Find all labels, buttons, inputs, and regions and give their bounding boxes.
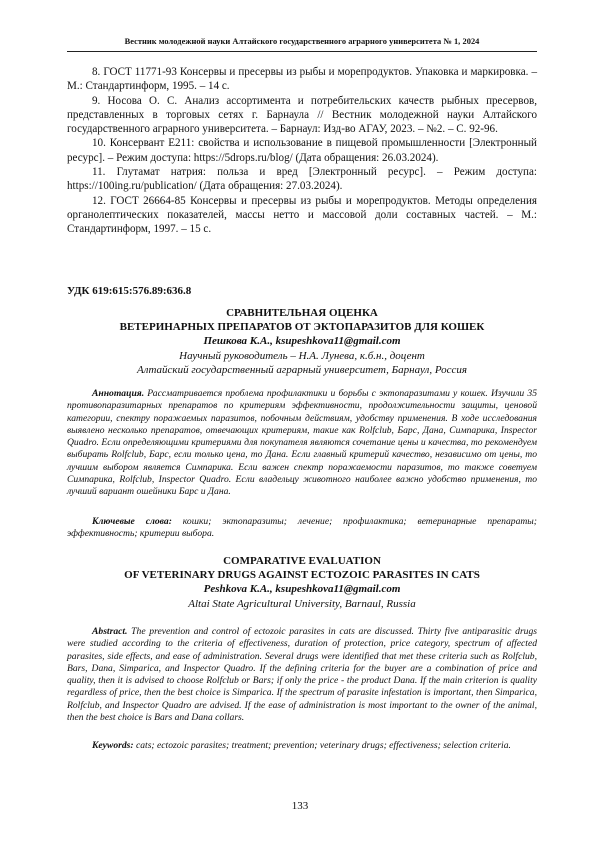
reference-item: 10. Консервант Е211: свойства и использование в пищевой промышленности [Электронный ресурс]. – Режим доступа: https://5drops.ru/blog/ (Дата обращения: 26.03.2024). bbox=[67, 137, 537, 164]
udc-code: УДК 619:615:576.89:636.8 bbox=[67, 285, 192, 297]
reference-item: 11. Глутамат натрия: польза и вред [Электронный ресурс]. – Режим доступа: https://100ing.ru/publication/ (Дата обращения: 27.03.2024). bbox=[67, 166, 537, 193]
keywords-ru bbox=[67, 516, 537, 541]
article-title-ru-line2: ВЕТЕРИНАРНЫХ ПРЕПАРАТОВ ОТ ЭКТОПАРАЗИТОВ ДЛЯ КОШЕК bbox=[119, 321, 485, 333]
article-title-en-line1: COMPARATIVE EVALUATION bbox=[223, 555, 381, 567]
article-heading-en bbox=[67, 554, 537, 611]
abstract-en bbox=[67, 626, 537, 724]
header-rule bbox=[67, 51, 537, 52]
authors-ru: Пешкова К.А., ksupeshkova11@gmail.com bbox=[203, 335, 401, 347]
article-title-en-line2: OF VETERINARY DRUGS AGAINST ECTOZOIC PARASITES IN CATS bbox=[124, 569, 480, 581]
keywords-en bbox=[67, 740, 537, 752]
reference-item: 9. Носова О. С. Анализ ассортимента и потребительских качеств рыбных пресервов, представленных в торговых сетях г. Барнаула // Вестник молодежной науки Алтайского государственного аграрного университета. – Барнаул: Изд-во АГАУ, 2023. – №2. – С. 92-96. bbox=[67, 94, 537, 136]
keywords-text-ru: кошки; эктопаразиты; лечение; профилактика; ветеринарные препараты; эффективность; критерии выбора. bbox=[67, 516, 537, 540]
running-header: Вестник молодежной науки Алтайского государственного аграрного университета № 1, 2024 bbox=[124, 37, 480, 46]
reference-item: 8. ГОСТ 11771-93 Консервы и пресервы из рыбы и морепродуктов. Упаковка и маркировка. – М.: Стандартинформ, 1995. – 14 с. bbox=[67, 66, 537, 93]
abstract-label-en: Abstract. bbox=[92, 626, 128, 637]
article-heading-ru bbox=[67, 306, 537, 378]
article-title-ru-line1: СРАВНИТЕЛЬНАЯ ОЦЕНКА bbox=[226, 307, 378, 319]
authors-en: Peshkova K.A., ksupeshkova11@gmail.com bbox=[203, 583, 401, 595]
reference-item: 12. ГОСТ 26664-85 Консервы и пресервы из рыбы и морепродуктов. Методы определения органолептических показателей, массы нетто и массовой доли составных частей. – М.: Стандартинформ, 1997. – 15 с. bbox=[67, 194, 537, 236]
keywords-label-ru: Ключевые слова: bbox=[92, 516, 172, 527]
page-number: 133 bbox=[291, 800, 309, 812]
keywords-text-en: cats; ectozoic parasites; treatment; prevention; veterinary drugs; effectiveness; selection criteria. bbox=[133, 740, 511, 751]
abstract-ru bbox=[67, 388, 537, 498]
abstract-text-ru: Рассматривается проблема профилактики и борьбы с эктопаразитами у кошек. Изучили 35 противопаразитарных препаратов по критериям эффективности, продолжительности защиты, ценовой категории, спектру поражаемых паразитов, побочным действиям, удобству применения. В ходе исследования выявлено несколько препаратов, отвечающих критериям, такие как Rolfclub, Барс, Дана, Симпарика, Inspector Quadro. Если определяющими критериями для покупателя являются сочетание цены и качества, то рекомендуем выбирать Rolfclub, Барс, если только цена, то Дана. Если главный критерий качество, независимо от цены, то лучшим выбором является Симпарика. Если важен спектр поражаемости паразитов, то также советуем Симпарика, Rolfclub, Inspector Quadro. Если владельцу животного наиболее важно удобство применения, то лучший вариант ошейники Барс и Дана. bbox=[67, 388, 537, 497]
affiliation-en: Altai State Agricultural University, Barnaul, Russia bbox=[188, 597, 416, 610]
abstract-label-ru: Аннотация. bbox=[92, 388, 145, 399]
affiliation-ru: Алтайский государственный аграрный университет, Барнаул, Россия bbox=[136, 364, 468, 376]
reference-list bbox=[67, 65, 537, 237]
supervisor-ru: Научный руководитель – Н.А. Лунева, к.б.н., доцент bbox=[179, 349, 425, 362]
keywords-label-en: Keywords: bbox=[92, 740, 134, 751]
abstract-text-en: The prevention and control of ectozoic parasites in cats are discussed. Thirty five antiparasitic drugs were studied according to the criteria of effectiveness, duration of protection, price category, spectrum of affected parasites, side effects, and ease of administration. Several drugs were identified that met these criteria such as Rolfclub, Bars, Dana, Simparica, and Inspector Quadro. If the defining criteria for the buyer are a combination of price and quality, then it is advised to choose Rolfclub or Bars; if only the price - the product Dana. If the main criterion is quality regardless of price, then the best choice is Simparica. If the spectrum of parasite infestation is important, then Simparica, Rolfclub, and Inspector Quadro are advised. If the ease of administration is most important to the owner of the animal, then the best choice is Bars and Dana collars. bbox=[67, 626, 537, 723]
